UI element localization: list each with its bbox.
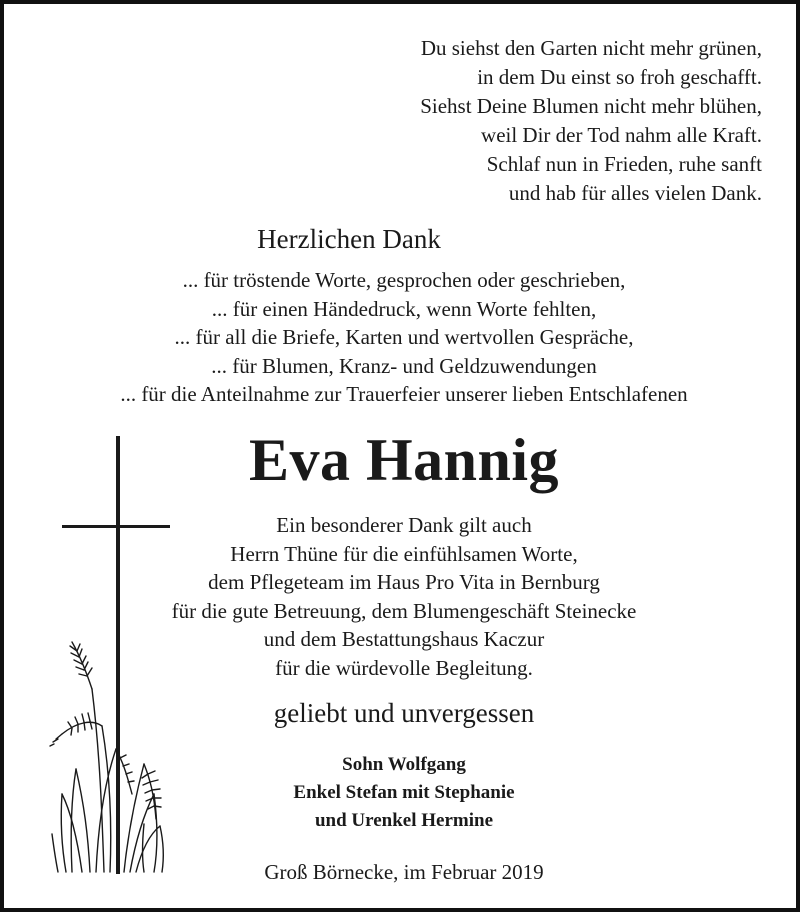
thanks-line: ... für die Anteilnahme zur Trauerfeier unserer lieben Entschlafenen bbox=[120, 382, 688, 406]
poem-line: Siehst Deine Blumen nicht mehr blühen, bbox=[420, 94, 762, 118]
place-date: Groß Börnecke, im Februar 2019 bbox=[264, 860, 544, 884]
poem-line: Schlaf nun in Frieden, ruhe sanft bbox=[486, 152, 762, 176]
family-line: Enkel Stefan mit Stephanie bbox=[293, 782, 515, 803]
special-thanks-line: für die würdevolle Begleitung. bbox=[275, 655, 533, 680]
thanks-heading-text: Herzlichen Dank bbox=[257, 224, 441, 254]
poem-line: weil Dir der Tod nahm alle Kraft. bbox=[481, 123, 762, 147]
poem-line: Du siehst den Garten nicht mehr grünen, bbox=[420, 36, 762, 60]
poem-line: in dem Du einst so froh geschafft. bbox=[477, 65, 762, 89]
thanks-list bbox=[4, 266, 800, 409]
special-thanks-line: Ein besonderer Dank gilt auch bbox=[276, 513, 532, 537]
special-thanks-line: und dem Bestattungshaus Kaczur bbox=[263, 627, 545, 651]
motto: geliebt und unvergessen bbox=[273, 698, 535, 728]
thanks-line: ... für einen Händedruck, wenn Worte fehlten, bbox=[211, 296, 597, 321]
thanks-heading bbox=[4, 222, 800, 256]
thanks-line: ... für all die Briefe, Karten und wertvollen Gespräche, bbox=[174, 325, 634, 349]
special-thanks-line: dem Pflegeteam im Haus Pro Vita in Bernburg bbox=[208, 570, 600, 594]
poem-line: und hab für alles vielen Dank. bbox=[508, 181, 762, 205]
thanks-line: ... für Blumen, Kranz- und Geldzuwendungen bbox=[211, 353, 597, 378]
special-thanks-line: Herrn Thüne für die einfühlsamen Worte, bbox=[230, 541, 578, 566]
family-line: Sohn Wolfgang bbox=[342, 754, 466, 775]
thanks-line: ... für tröstende Worte, gesprochen oder geschrieben, bbox=[182, 268, 626, 292]
family-signature bbox=[4, 751, 800, 835]
deceased-name: Eva Hannig bbox=[248, 427, 560, 493]
poem bbox=[242, 34, 762, 208]
special-thanks-line: für die gute Betreuung, dem Blumengeschäft Steinecke bbox=[171, 598, 637, 623]
family-line: und Urenkel Hermine bbox=[314, 810, 494, 831]
special-thanks bbox=[4, 511, 800, 682]
